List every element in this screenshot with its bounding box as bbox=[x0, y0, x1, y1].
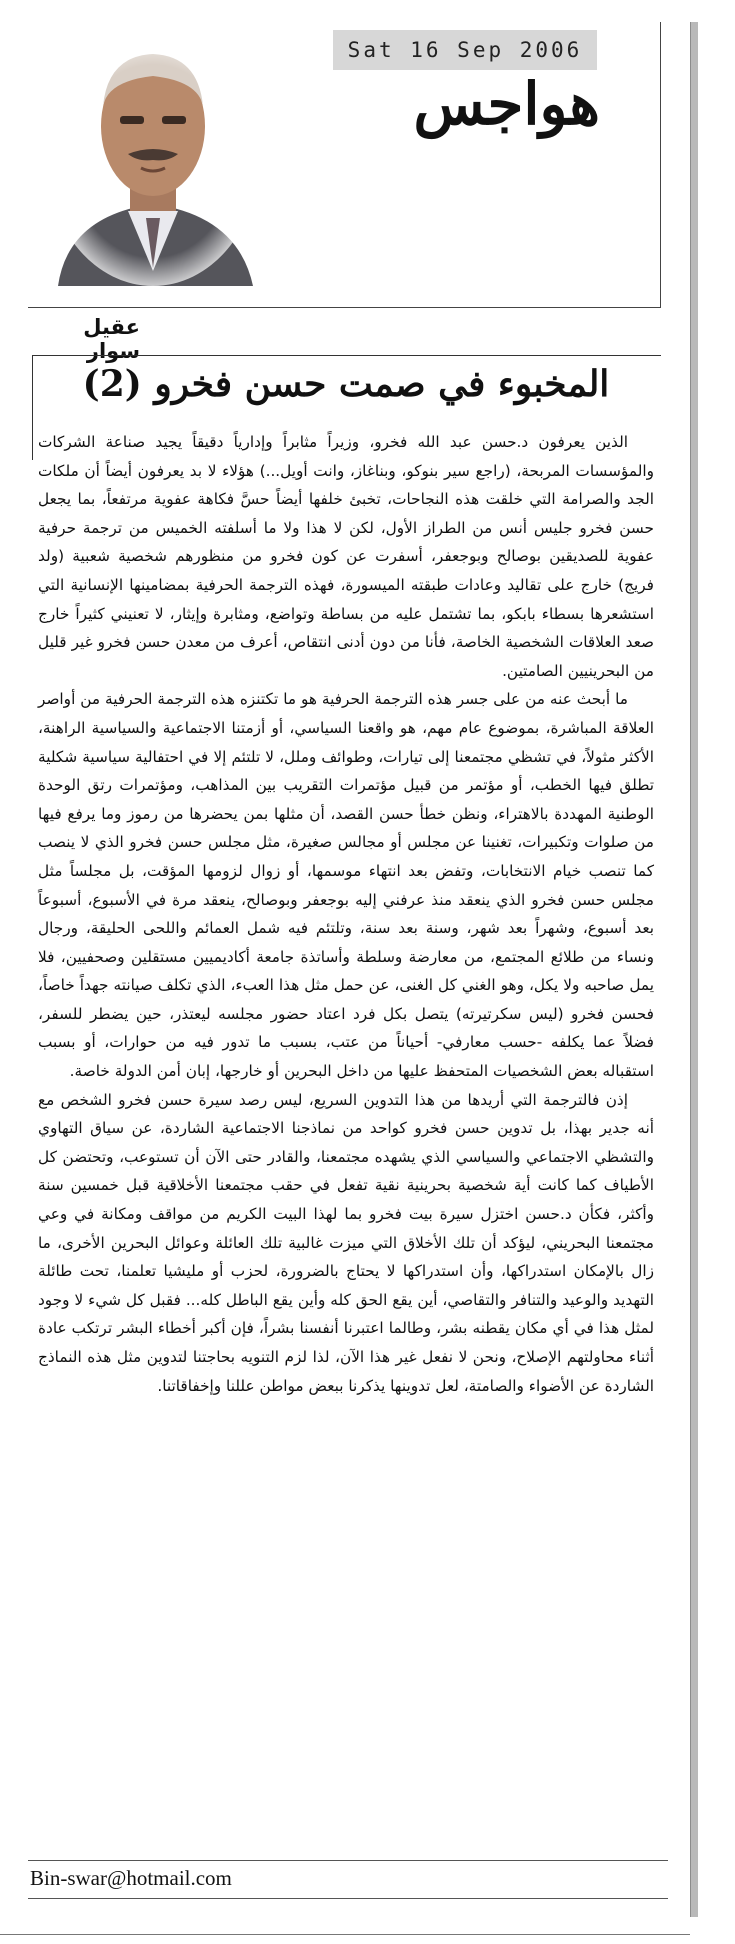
footer-divider-bottom bbox=[28, 1898, 668, 1899]
right-margin-rule bbox=[690, 22, 698, 1917]
author-name: عقيل سوار bbox=[83, 315, 140, 363]
footer-divider-top bbox=[28, 1860, 668, 1861]
author-portrait bbox=[48, 36, 258, 286]
bottom-rule bbox=[0, 1934, 690, 1935]
article-paragraph: إذن فالترجمة التي أريدها من هذا التدوين السريع، ليس رصد سيرة حسن فخرو الشخص مع أنه جدير بهذا، بل تدوين حسن فخرو كواحد من نماذجنا الاجتماعية الشاردة، عن سياق التهاوي والتشظي الاجتماعي والسياسي الذي يشهده مجتمعنا، والقادر حتى الآن أن تستوعب، وتحتضن كل الأطياف كما كانت أية شخصية بحرينية نقية تفعل في حقب مجتمعنا الأخلاقية قبل خمسين سنة وأكثر، فكأن د.حسن اختزل سيرة بيت فخرو بما لهذا البيت الكريم من مواقف ومكانة في وعي مجتمعنا البحريني، ليؤكد أن تلك الأخلاق التي ميزت غالبية تلك العائلة وعوائل البحرين الأخرى، ما زال بالإمكان استدراكها، وأن استدراكها لا يحتاج بالضرورة، لحزب أو مليشيا تعلمنا، تحت طائلة التهديد والوعيد والتنافر والتقاصي، أين يقع الحق كله وأين يقع الباطل كله... فقبل كل شيء لا وجود لمثل هذا في أي مكان يقطنه بشر، وطالما اعتبرنا أنفسنا بشراً، فإن أكبر أخطاء البشر ترتكب عادة أثناء محاولتهم الإصلاح، ونحن لا نفعل غير هذا الآن، لذا لزم التنويه بحاجتنا لتدوين مثل هذه النماذج الشاردة عن الأضواء والصامتة، لعل تدوينها يذكرنا ببعض مواطن عللنا وإخفاقاتنا. bbox=[38, 1090, 654, 1395]
article-body bbox=[38, 428, 654, 1400]
date-label: Sat 16 Sep 2006 bbox=[333, 30, 597, 70]
article-paragraph: الذين يعرفون د.حسن عبد الله فخرو، وزيراً مثابراً وإدارياً دقيقاً يجيد صناعة الشركات والمؤسسات المربحة، (راجع سير بنوكو، وبناغاز، وانت أويل...) هؤلاء لا بد يعرفون أيضاً أن ملكات الجد والصرامة التي خلقت هذه النجاحات، تخبئ خلفها أيضاً حسَّ فكاهة عفوية مرتفعاً، بما يجعل حسن فخرو جليس أنس من الطراز الأول، لكن لا هذا ولا ما أسلفته الخميس من ترجمة حرفية عفوية للصديقين بوصالح وبوجعفر، أسفرت عن كون فخرو من منظورهم شخصية شعبية (ولد فريج) خارج على تقاليد وعادات طبقته الميسورة، فهذه الترجمة الحرفية بمضامينها الإنسانية التي استشعرها بسطاء بابكو، بما تشتمل عليه من بساطة وتواضع، ومثابرة وإيثار، لا تعنيني كثيراً خارج صعد العلاقات الشخصية الخاصة، فأنا من دون أدنى انتقاص، أعرف من معدن حسن فخرو غير قليل من البحرينيين الصامتين. bbox=[38, 433, 654, 680]
author-email[interactable]: Bin-swar@hotmail.com bbox=[30, 1866, 232, 1890]
article-paragraph: ما أبحث عنه من على جسر هذه الترجمة الحرفية هو ما تكتنزه هذه الترجمة الحرفية من أواصر العلاقة المباشرة، بموضوع عام مهم، هو واقعنا السياسي، أو أزمتنا الاجتماعية والسياسية الراهنة، الأكثر مثولاً، في تشظي مجتمعنا إلى تيارات، وطوائف وملل، لا تلتئم إلا في احتفالية سياسية شكلية تطلق فيها الخطب، أو مؤتمر من قبيل مؤتمرات التقريب بين المذاهب، ومؤتمرات رتق الوحدة الوطنية المهددة بالاهتراء، ونظن خطأ حسن القصد، أن مثلها بمن يحضرها من رموز وما يرفع فيها من صلوات وتكبيرات، تغنينا عن مجلس أو مجالس صغيرة، مثل مجلس حسن فخرو الذي لا ينصب كما تنصب خيام الانتخابات، وتفض بعد انتهاء موسمها، أو زوال لزومها المؤقت، بل مجلساً مثل مجلس حسن فخرو الذي ينعقد منذ عرفني إليه بوجعفر وبوصالح، ينعقد مرة في الأسبوع، أسبوعاً بعد أسبوع، وشهراً بعد شهر، وسنة بعد سنة، وتلتئم فيه شمل العمائم واللحى الحليقة، ورجال ونساء من طلائع المجتمع، من معارضة وسلطة وأساتذة جامعة أكاديميين مستقلين وصحفيين، فلا يمل صاحبه ولا يكل، وهو الغني كل الغنى، عن حمل مثل هذا العبء، الذي تكلف صيانته جهداً خاصاً، فحسن فخرو (ليس سكرتيرته) يتصل بكل فرد اعتاد حضور مجلسه ليعتذر، حين يضطر للسفر، فضلاً عما يكلفه -حسب معارفي- أحياناً من عتب، بسبب ما تدور فيه من حوارات، أو بسبب استقباله بعض الشخصيات المتحفظ عليها من داخل البحرين أو خارجها، إبان أمن الدولة خاصة. bbox=[38, 690, 654, 1081]
article-title: المخبوء في صمت حسن فخرو (2) bbox=[82, 363, 610, 405]
column-title: هواجس bbox=[413, 70, 600, 138]
